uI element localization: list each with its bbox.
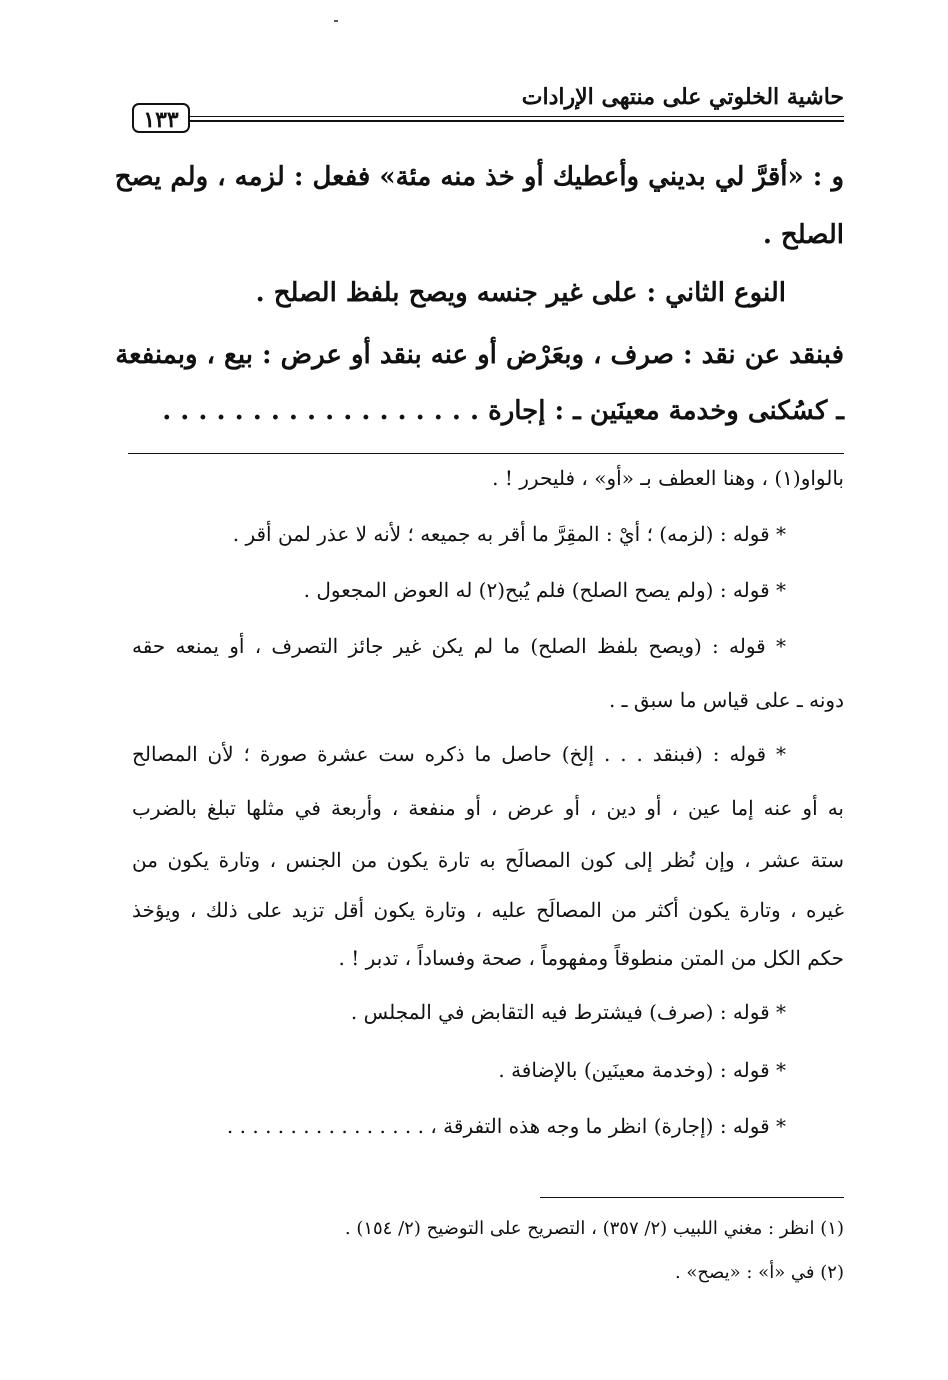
section-heading: النوع الثاني : على غير جنسه ويصح بلفظ الصلح .: [255, 278, 786, 308]
commentary-line: * قوله : (ولم يصح الصلح) فلم يُبح(٢) له العوض المجعول .: [303, 578, 786, 602]
text-commentary-separator: [128, 453, 844, 454]
main-text-line: و : «أقرَّ لي بديني وأعطيك أو خذ منه مئة» ففعل : لزمه ، ولم يصح: [114, 162, 844, 192]
main-text-line: الصلح .: [762, 220, 844, 250]
top-mark: [334, 20, 338, 22]
commentary-line: غيره ، وتارة يكون أكثر من المصالَح عليه ، وتارة يكون أقل تزيد على ذلك ، ويؤخذ: [132, 898, 844, 922]
footnote: (١) انظر : مغني اللبيب (٢/ ٣٥٧) ، التصريح على التوضيح (٢/ ١٥٤) .: [344, 1218, 844, 1239]
commentary-line: * قوله : (لزمه) ؛ أيْ : المقِرَّ ما أقر به جميعه ؛ لأنه لا عذر لمن أقر .: [232, 522, 786, 546]
footnote: (٢) في «أ» : «يصح» .: [674, 1262, 844, 1283]
commentary-line: دونه ـ على قياس ما سبق ـ .: [608, 688, 844, 712]
commentary-line: به أو عنه إما عين ، أو دين ، أو عرض ، أو منفعة ، وأربعة في مثلها تبلغ بالضرب: [132, 796, 844, 820]
header-rule: [190, 116, 844, 117]
main-text-line: ـ كسُكنى وخدمة معينَين ـ : إجارة . . . . . . . . . . . . . . . . . .: [162, 396, 844, 426]
commentary-line: ستة عشر ، وإن نُظر إلى كون المصالَح به تارة يكون من الجنس ، وتارة يكون من: [132, 848, 844, 872]
commentary-line: * قوله : (ويصح بلفظ الصلح) ما لم يكن غير جائز التصرف ، أو يمنعه حقه: [132, 634, 786, 658]
page-number: ١٣٣: [132, 103, 190, 133]
commentary-line: * قوله : (فبنقد . . . إلخ) حاصل ما ذكره ست عشرة صورة ؛ لأن المصالح: [132, 742, 786, 766]
commentary-line: حكم الكل من المتن منطوقاً ومفهوماً ، صحة وفساداً ، تدبر ! .: [338, 946, 844, 970]
commentary-line: بالواو(١) ، وهنا العطف بـ «أو» ، فليحرر ! .: [492, 466, 844, 490]
running-title: حاشية الخلوتي على منتهى الإرادات: [521, 84, 844, 110]
commentary-line: * قوله : (وخدمة معينَين) بالإضافة .: [498, 1058, 786, 1082]
footnote-separator: [540, 1197, 844, 1198]
main-text-line: فبنقد عن نقد : صرف ، وبعَرْض أو عنه بنقد أو عرض : بيع ، وبمنفعة: [115, 340, 844, 370]
header-rule-thick: [190, 120, 844, 122]
commentary-line: * قوله : (صرف) فيشترط فيه التقابض في المجلس .: [350, 1000, 786, 1024]
commentary-line: * قوله : (إجارة) انظر ما وجه هذه التفرقة ، . . . . . . . . . . . . . . . .: [226, 1114, 786, 1138]
